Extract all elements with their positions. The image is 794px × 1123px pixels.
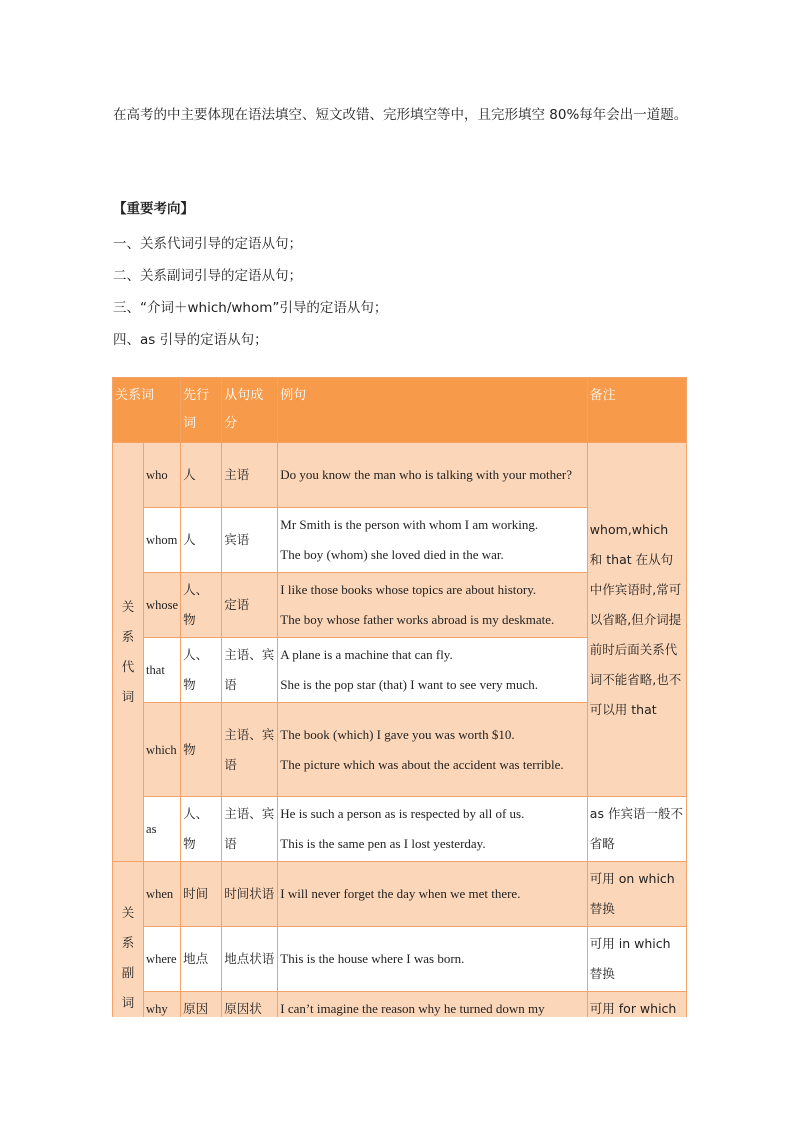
example-sentence: She is the pop star (that) I want to see very much. (280, 677, 539, 692)
example-sentence: I will never forget the day when we met there. (278, 862, 588, 927)
relative-clause-table (112, 377, 687, 1055)
clause-role: 宾语 (222, 508, 278, 573)
example-sentence: The book (which) I gave you was worth $10. (280, 726, 515, 742)
note-where: 可用 in which 替换 (587, 927, 686, 992)
example-sentence: Do you know the man who is talking with your mother? (278, 443, 588, 508)
relative-word: when (144, 862, 181, 927)
key-point: 一、关系代词引导的定语从句； (113, 236, 302, 252)
header-cell: 备注 (587, 378, 686, 443)
page-bottom-margin (0, 1017, 794, 1123)
example-sentence: The picture which was about the accident was terrible. (280, 756, 564, 772)
example-sentence: This is the same pen as I lost yesterday. (280, 836, 486, 851)
example-cell (278, 797, 588, 862)
header-cell: 例句 (278, 378, 588, 443)
table-row (113, 862, 687, 927)
group-label-adverb: 关系副词 (113, 862, 144, 1055)
example-cell (278, 638, 588, 703)
relative-word: whom (144, 508, 181, 573)
antecedent: 时间 (181, 862, 222, 927)
header-cell: 先行词 (181, 378, 222, 443)
relative-word: as (144, 797, 181, 862)
clause-role: 主语 (222, 443, 278, 508)
example-sentence: The boy whose father works abroad is my deskmate. (280, 612, 555, 627)
antecedent: 人、物 (181, 797, 222, 862)
clause-role: 主语、宾语 (222, 797, 278, 862)
example-sentence: The boy (whom) she loved died in the war. (280, 547, 504, 562)
note-as: as 作宾语一般不省略 (587, 797, 686, 862)
example-cell (278, 573, 588, 638)
relative-word: which (144, 703, 181, 797)
antecedent: 物 (181, 703, 222, 797)
relative-word: that (144, 638, 181, 703)
antecedent: 人、物 (181, 573, 222, 638)
example-cell (278, 508, 588, 573)
table-header-row (113, 378, 687, 443)
example-sentence: Mr Smith is the person with whom I am working. (280, 517, 539, 532)
note-pronoun: whom,which 和 that 在从句中作宾语时,常可以省略,但介词提前时后面关系代词不能省略,也不可以用 that (587, 443, 686, 797)
clause-role: 地点状语 (222, 927, 278, 992)
example-sentence: This is the house where I was born. (278, 927, 588, 992)
section-heading: 【重要考向】 (113, 201, 194, 217)
group-label-pronoun: 关系代词 (113, 443, 144, 862)
relative-word: why (144, 992, 181, 1055)
relative-word: whose (144, 573, 181, 638)
antecedent: 人、物 (181, 638, 222, 703)
clause-role: 时间状语 (222, 862, 278, 927)
table-row (113, 797, 687, 862)
relative-word: where (144, 927, 181, 992)
key-point: 二、关系副词引导的定语从句； (113, 268, 302, 284)
key-points-list (113, 228, 387, 356)
note-why: 可用 for which (587, 992, 686, 1055)
table-row (113, 927, 687, 992)
clause-role: 定语 (222, 573, 278, 638)
intro-paragraph: 在高考的中主要体现在语法填空、短文改错、完形填空等中，且完形填空 80%每年会出一道题。 (113, 107, 688, 123)
antecedent: 原因 (181, 992, 222, 1055)
clause-role: 主语、宾语 (222, 703, 278, 797)
clause-role: 主语、宾语 (222, 638, 278, 703)
key-point: 三、“介词＋which/whom”引导的定语从句； (113, 300, 388, 316)
example-sentence: I like those books whose topics are about history. (280, 582, 537, 597)
relative-word: who (144, 443, 181, 508)
example-cell (278, 703, 588, 797)
table-row (113, 443, 687, 508)
example-sentence: I can’t imagine the reason why he turned down my (278, 992, 588, 1055)
example-sentence: He is such a person as is respected by all of us. (280, 806, 525, 821)
clause-role: 原因状 (222, 992, 278, 1055)
note-when: 可用 on which 替换 (587, 862, 686, 927)
antecedent: 人 (181, 443, 222, 508)
antecedent: 地点 (181, 927, 222, 992)
key-point: 四、as 引导的定语从句； (113, 332, 268, 348)
antecedent: 人 (181, 508, 222, 573)
header-cell: 关系词 (113, 378, 181, 443)
example-sentence: A plane is a machine that can fly. (280, 647, 453, 662)
header-cell: 从句成分 (222, 378, 278, 443)
